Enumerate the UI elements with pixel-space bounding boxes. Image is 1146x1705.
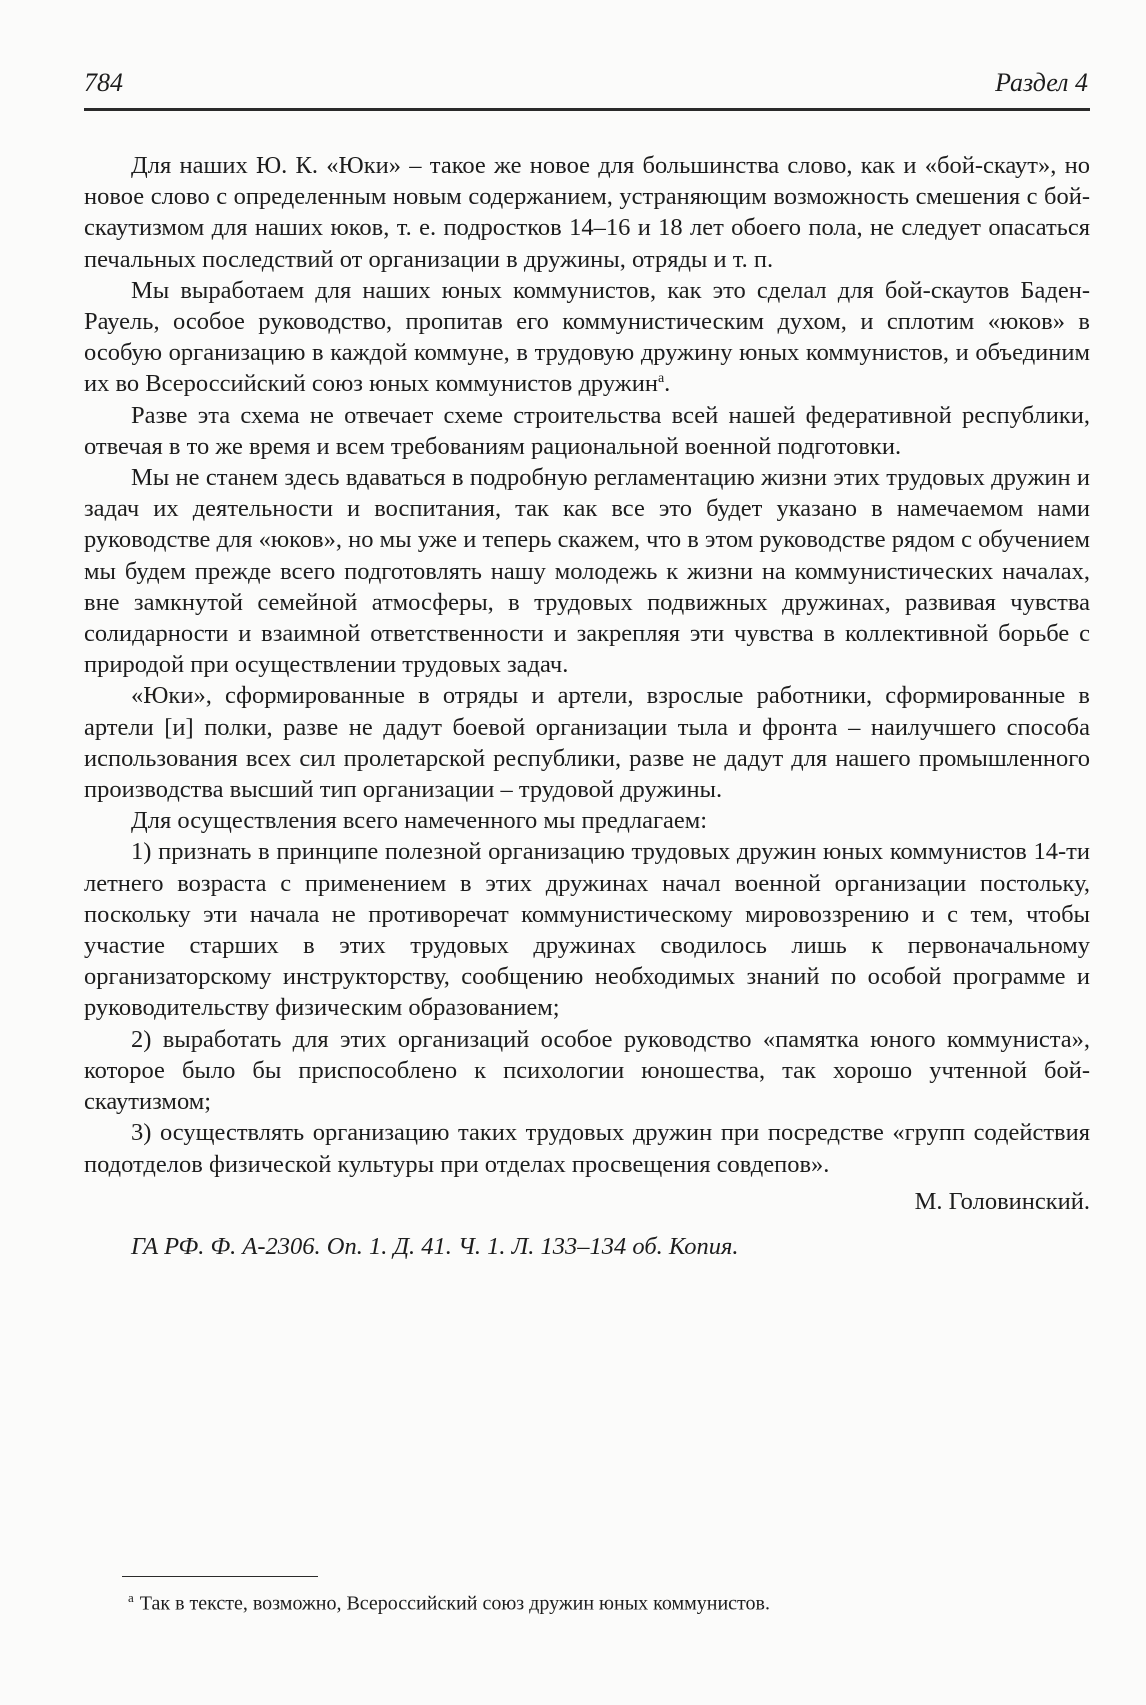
footnote — [128, 1585, 1088, 1617]
signature: М. Головинский. — [914, 1187, 1090, 1215]
paragraph: Для наших Ю. К. «Юки» – такое же новое для большинства слово, как и «бой-скаут», но новое слово с определенным новым содержанием, устраняющим возможность смешения с бой-скаутизмом для наших юков, т. е. подростков 14–16 и 18 лет обоего пола, не следует опасаться печальных последствий от организации в дружины, отряды и т. п. — [84, 152, 1090, 273]
body-text — [84, 150, 1090, 1262]
list-item: 2) выработать для этих организаций особое руководство «памятка юного коммуниста», которое было бы приспособлено к психологии юношества, так хорошо учтенной бой-скаутизмом; — [84, 1025, 1090, 1116]
page-number: 784 — [84, 68, 123, 97]
archive-source: ГА РФ. Ф. А-2306. Оп. 1. Д. 41. Ч. 1. Л. 133–134 об. Копия. — [131, 1232, 739, 1260]
paragraph: Для осуществления всего намеченного мы предлагаем: — [131, 807, 708, 835]
paragraph: Мы не станем здесь вдаваться в подробную регламентацию жизни этих трудовых дружин и задач их деятельности и воспитания, так как все это будет указано в намечаемом нами руководстве для «юков», но мы уже и теперь скажем, что в этом руководстве рядом с обучением мы будем прежде всего подготовлять нашу молодежь к жизни на коммунистических началах, вне замкнутой семейной атмосферы, в трудовых подвижных дружинах, развивая чувства солидарности и взаимной ответственности и закрепляя эти чувства в коллективной борьбе с природой при осуществлении трудовых задач. — [84, 464, 1090, 679]
running-header — [84, 64, 1090, 111]
footnote-text: Так в тексте, возможно, Всероссийский союз дружин юных коммунистов. — [139, 1592, 770, 1615]
list-item: 1) признать в принципе полезной организацию трудовых дружин юных коммунистов 14-ти летнего возраста с применением в этих дружинах начал военной организации постольку, поскольку эти начала не противоречат коммунистическому мировоззрению и с тем, чтобы участие старших в этих трудовых дружинах сводилось лишь к первоначальному организаторскому инструкторству, сообщению необходимых знаний по особой программе и руководительству физическим образованием; — [84, 838, 1090, 1022]
paragraph-end: . — [664, 370, 671, 398]
footnote-reference: а — [657, 371, 665, 387]
paragraph: Разве эта схема не отвечает схеме строительства всей нашей федеративной республики, отвечая в то же время и всем требованиям рациональной военной подготовки. — [84, 401, 1090, 460]
paragraph — [84, 275, 1090, 400]
footnote-mark: а — [128, 1590, 134, 1605]
list-item: 3) осуществлять организацию таких трудовых дружин при посредстве «групп содействия подотделов физической культуры при отделах просвещения совдепов». — [84, 1119, 1090, 1178]
section-title: Раздел 4 — [995, 68, 1088, 97]
paragraph-text: Мы выработаем для наших юных коммунистов, как это сделал для бой-скаутов Баден-Рауель, особое руководство, пропитав его коммунистическим духом, и сплотим «юков» в особую организацию в каждой коммуне, в трудовую дружину юных коммунистов, и объединим их во Всероссийский союз юных коммунистов дружин — [84, 276, 1090, 398]
footnote-separator — [122, 1576, 318, 1577]
paragraph: «Юки», сформированные в отряды и артели, взрослые работники, сформированные в артели [и] полки, разве не дадут боевой организации тыла и фронта – наилучшего способа использования всех сил пролетарской республики, разве не дадут для нашего промышленного производства высший тип организации – трудовой дружины. — [84, 682, 1090, 804]
